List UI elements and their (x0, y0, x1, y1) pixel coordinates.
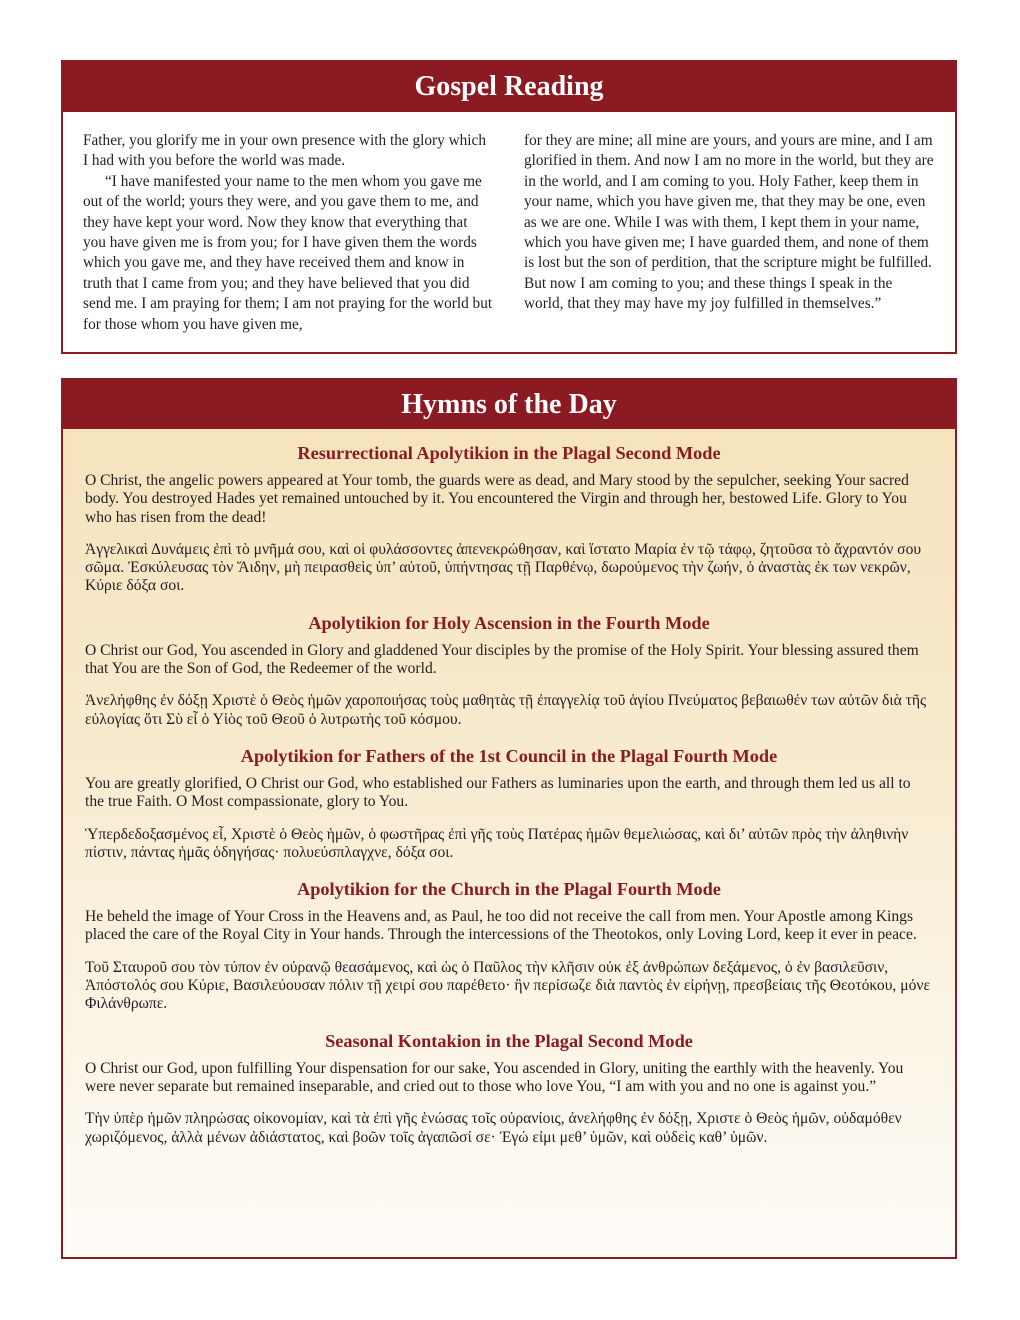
hymn-item (85, 745, 933, 862)
hymn-english-text: O Christ, the angelic powers appeared at Your tomb, the guards were as dead, and Mary stood by the sepulcher, seeking Your sacred body. You destroyed Hades yet remained untouched by it. You encountered the Virgin and through her, bestowed Life. Glory to You who has risen from the dead! (85, 472, 909, 526)
hymn-greek-text: Τὴν ὑπὲρ ἡμῶν πληρώσας οἰκονομίαν, καὶ τὰ ἐπὶ γῆς ἑνώσας τοῖς οὐρανίοις, ἀνελήφθης ἐν δόξῃ, Χριστε ὁ Θεὸς ἡμῶν, οὐδαμόθεν χωριζόμενος, ἀλλὰ μένων ἀδιάστατος, καὶ βοῶν τοῖς ἀγαπῶσί σε· Ἐγώ εἰμι μεθ’ ὑμῶν, καὶ οὐδεὶς καθ’ ὑμῶν. (85, 1110, 902, 1146)
hymn-greek-text: Ἀγγελικαὶ Δυνάμεις ἐπὶ τὸ μνῆμά σου, καὶ οἱ φυλάσσοντες ἀπενεκρώθησαν, καὶ ἵστατο Μαρία ἐν τῷ τάφῳ, ζητοῦσα τὸ ἄχραντόν σου σῶμα. Ἐσκύλευσας τὸν Ἅιδην, μὴ πειρασθεὶς ὑπ’ αὐτοῦ, ὑπήντησας τῇ Παρθένῳ, δωρούμενος τὴν ζωήν, ὁ ἀναστὰς ἐκ των νεκρῶν, Κύριε δόξα σοι. (85, 540, 922, 595)
hymns-of-the-day-title: Hymns of the Day (63, 380, 955, 429)
hymn-item (85, 612, 933, 729)
gospel-reading-title: Gospel Reading (63, 62, 955, 112)
gospel-column-left (83, 131, 494, 335)
hymn-greek-text: Ἀνελήφθης ἐν δόξῃ Χριστὲ ὁ Θεὸς ἡμῶν χαροποιήσας τοὺς μαθητὰς τῇ ἐπαγγελίᾳ τοῦ ἁγίου Πνεύματος βεβαιωθέν των αὐτῶν διὰ τῆς εὐλογίας ὅτι Σὺ εἶ ὁ Υἱὸς τοῦ Θεοῦ ὁ λυτρωτὴς τοῦ κόσμου. (85, 692, 927, 728)
hymn-title: Apolytikion for Fathers of the 1st Council in the Plagal Fourth Mode (240, 745, 778, 766)
gospel-column-right (524, 131, 935, 335)
hymns-of-the-day-panel (61, 378, 957, 1259)
gospel-paragraph: Father, you glorify me in your own presence with the glory which I had with you before the world was made. (83, 132, 486, 170)
hymn-greek-text: Τοῦ Σταυροῦ σου τὸν τύπον ἐν οὐρανῷ θεασάμενος, καὶ ὡς ὁ Παῦλος τὴν κλῆσιν οὐκ ἐξ ἀνθρώπων δεξάμενος, ὁ ἐν βασιλεῦσιν, Ἀπόστολός σου Κύριε, Βασιλεύουσαν πόλιν τῇ χειρί σου παρέθετο· ἣν περίσωζε διὰ παντὸς ἐν εἰρήνῃ, πρεσβείαις τῆς Θεοτόκου, μόνε Φιλάνθρωπε. (85, 958, 930, 1013)
gospel-reading-body (83, 131, 935, 335)
hymn-item (85, 1030, 933, 1147)
hymn-title: Resurrectional Apolytikion in the Plagal Second Mode (297, 443, 721, 463)
hymn-title: Seasonal Kontakion in the Plagal Second Mode (325, 1030, 693, 1051)
hymns-list (85, 442, 933, 1163)
hymn-title: Apolytikion for the Church in the Plagal Fourth Mode (297, 879, 721, 900)
gospel-paragraph: for they are mine; all mine are yours, and yours are mine, and I am glorified in them. And now I am no more in the world, but they are in the world, and I am coming to you. Holy Father, keep them in your name, which you have given me, that they may be one, even as we are one. While I was with them, I kept them in your name, which you have given me; I have guarded them, and none of them is lost but the son of perdition, that the scripture might be fulfilled. But now I am coming to you; and these things I speak in the world, that they may have my joy fulfilled in themselves.” (524, 132, 934, 313)
hymn-item (85, 442, 933, 596)
hymn-english-text: He beheld the image of Your Cross in the Heavens and, as Paul, he too did not receive the call from men. Your Apostle among Kings placed the care of the Royal City in Your hands. Through the intercessions of the Theotokos, only Loving Lord, keep it ever in peace. (85, 908, 917, 944)
hymn-english-text: O Christ our God, upon fulfilling Your dispensation for our sake, You ascended in Glory, uniting the earthly with the heavenly. You were never separate but remained inseparable, and cried out to those who love You, “I am with you and no one is against you.” (85, 1059, 904, 1095)
gospel-paragraph: “I have manifested your name to the men whom you gave me out of the world; yours they were, and you gave them to me, and they have kept your word. Now they know that everything that you have given me is from you; for I have given them the words which you gave me, and they have received them and know in truth that I came from you; and they have believed that you did send me. I am praying for them; I am not praying for the world but for those whom you have given me, (83, 172, 493, 333)
hymn-english-text: You are greatly glorified, O Christ our God, who established our Fathers as luminaries upon the earth, and through them led us all to the true Faith. O Most compassionate, glory to You. (85, 774, 911, 811)
hymn-item (85, 878, 933, 1013)
hymn-greek-text: Ὑπερδεδοξασμένος εἶ, Χριστὲ ὁ Θεὸς ἡμῶν, ὁ φωστῆρας ἐπὶ γῆς τοὺς Πατέρας ἡμῶν θεμελιώσας, καὶ δι’ αὐτῶν πρὸς τὴν ἀληθινὴν πίστιν, πάντας ἡμᾶς ὁδηγήσας· πολυεύσπλαγχνε, δόξα σοι. (85, 825, 909, 861)
hymn-english-text: O Christ our God, You ascended in Glory and gladdened Your disciples by the promise of the Holy Spirit. Your blessing assured them that You are the Son of God, the Redeemer of the world. (85, 641, 919, 678)
hymn-title: Apolytikion for Holy Ascension in the Fourth Mode (308, 612, 710, 633)
gospel-reading-panel (61, 60, 957, 354)
